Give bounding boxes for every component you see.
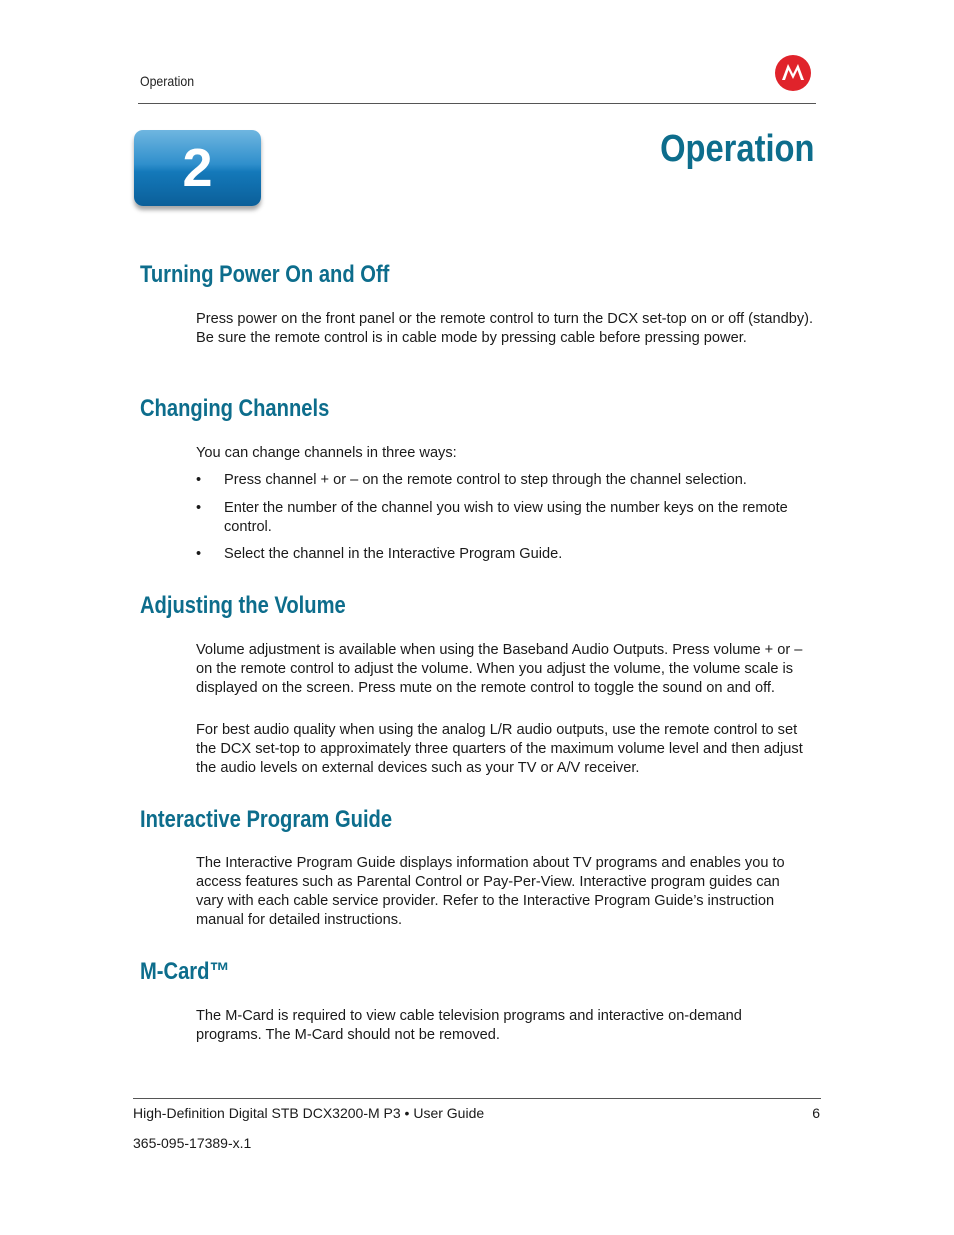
chapter-title: Operation <box>659 128 814 170</box>
list-item-text: Enter the number of the channel you wish to view using the number keys on the remote control. <box>224 500 788 535</box>
section-heading-mcard: M-Card™ <box>140 958 230 985</box>
section-channels-intro: You can change channels in three ways: <box>196 445 457 461</box>
section-heading-volume: Adjusting the Volume <box>140 592 346 619</box>
list-item-text: Press channel + or – on the remote control to step through the channel selection. <box>224 472 747 488</box>
running-header: Operation <box>140 73 195 89</box>
motorola-logo-icon <box>775 55 811 91</box>
section-heading-guide: Interactive Program Guide <box>140 806 393 833</box>
header-divider <box>138 103 816 104</box>
section-volume-paragraph-2: For best audio quality when using the analog L/R audio outputs, use the remote control to set the DCX set-top to approximately three quarters of the maximum volume level and then adjust the audio levels on external devices such as your TV or A/V receiver. <box>196 722 803 776</box>
section-volume-paragraph-1: Volume adjustment is available when using the Baseband Audio Outputs. Press volume + or – on the remote control to adjust the volume. When you adjust the volume, the volume scale is displayed on the screen. Press mute on the remote control to toggle the sound on and off. <box>196 642 803 696</box>
section-mcard-paragraph: The M-Card is required to view cable television programs and interactive on-demand programs. The M-Card should not be removed. <box>196 1008 742 1043</box>
bullet-icon: • <box>196 500 202 516</box>
section-heading-power: Turning Power On and Off <box>140 261 390 288</box>
list-item-text: Select the channel in the Interactive Program Guide. <box>224 546 563 562</box>
footer-page-number: 6 <box>812 1105 820 1121</box>
section-guide-paragraph: The Interactive Program Guide displays information about TV programs and enables you to access features such as Parental Control or Pay-Per-View. Interactive program guides can vary with each cable service provider. Refer to the Interactive Program Guide’s instruction manual for detailed instructions. <box>196 855 785 928</box>
chapter-number-badge: 2 <box>134 130 261 206</box>
footer-document-title: High-Definition Digital STB DCX3200-M P3 • User Guide <box>133 1105 485 1121</box>
section-power-paragraph: Press power on the front panel or the remote control to turn the DCX set-top on or off (standby). Be sure the remote control is in cable mode by pressing cable before pressing power. <box>196 311 814 346</box>
bullet-icon: • <box>196 546 202 562</box>
bullet-icon: • <box>196 472 202 488</box>
footer-part-number: 365-095-17389-x.1 <box>133 1135 252 1151</box>
section-heading-channels: Changing Channels <box>140 395 330 422</box>
footer-divider <box>133 1098 821 1099</box>
